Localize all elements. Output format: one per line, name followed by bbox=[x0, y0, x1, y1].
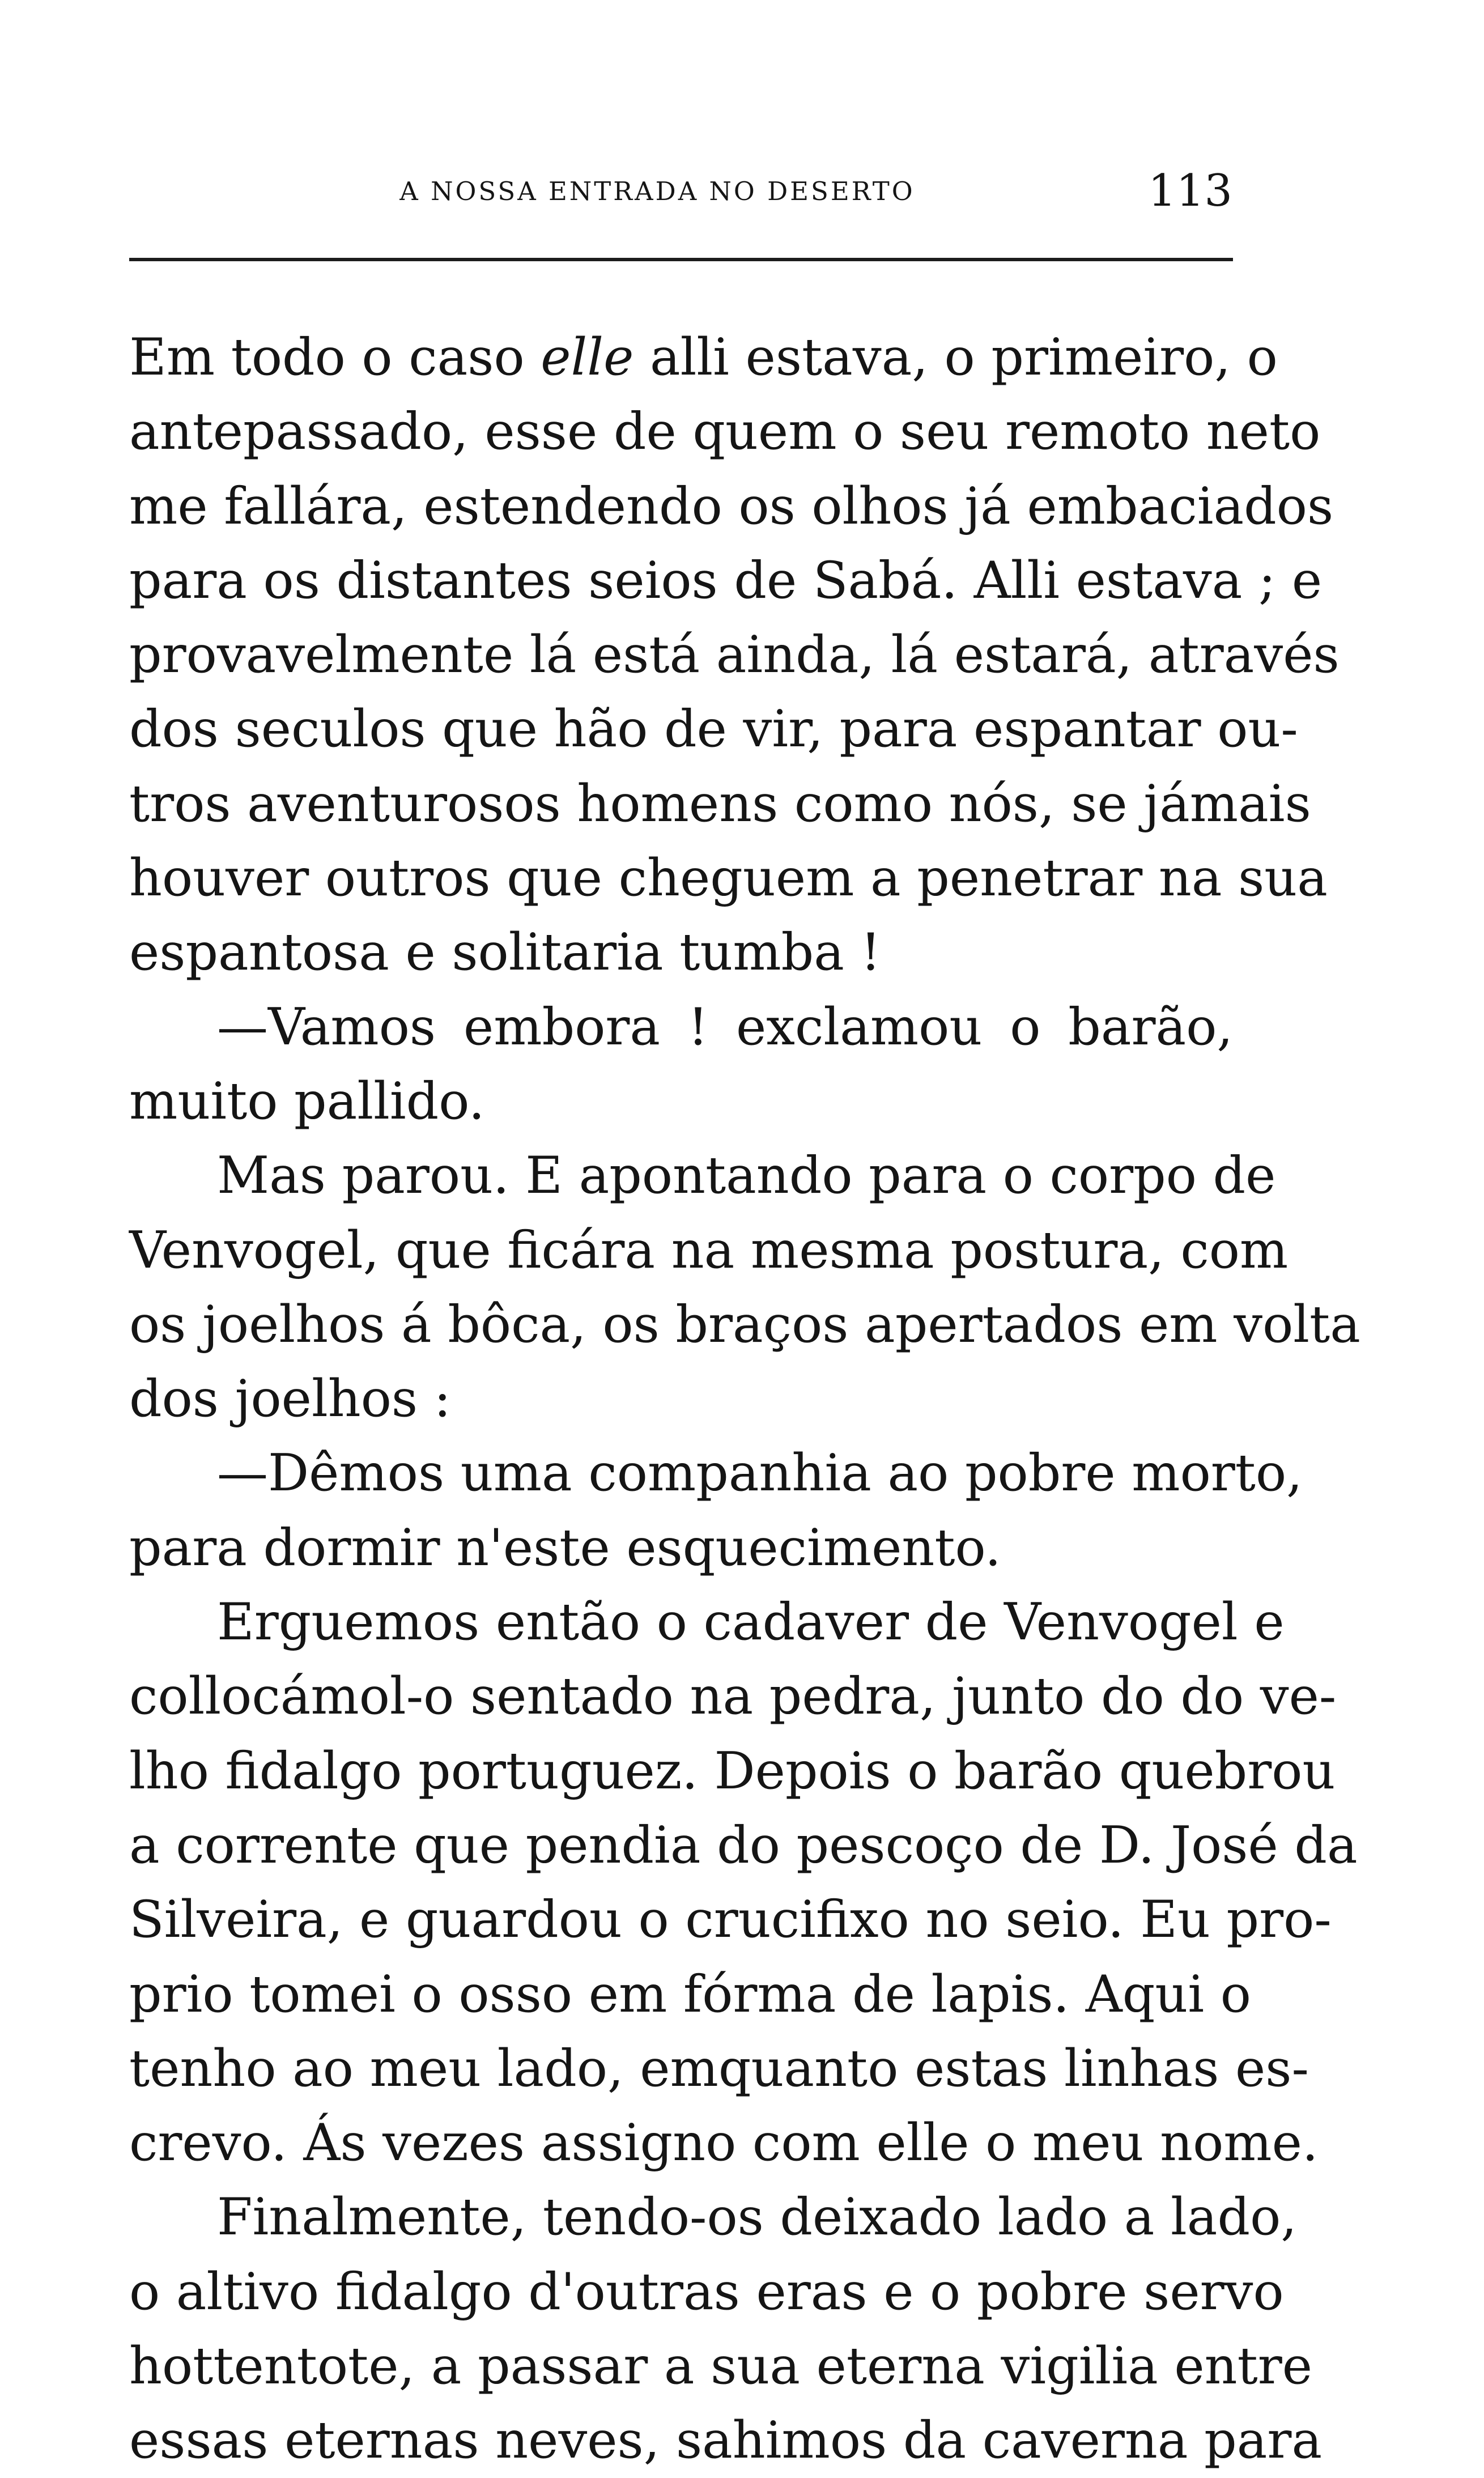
text-line: os joelhos á bôca, os braços apertados em volta bbox=[129, 1294, 1360, 1354]
text-line: Em todo o caso elle alli estava, o primeiro, o bbox=[129, 328, 1278, 387]
text-line: provavelmente lá está ainda, lá estará, através bbox=[129, 625, 1340, 685]
text-line: o altivo fidalgo d'outras eras e o pobre servo bbox=[129, 2262, 1284, 2322]
text-line: tros aventurosos homens como nós, se jámais bbox=[129, 773, 1311, 834]
text-line: para os distantes seios de Sabá. Alli estava ; e bbox=[129, 550, 1323, 610]
text-line: dos seculos que hão de vir, para espantar ou- bbox=[129, 699, 1298, 759]
body-text bbox=[129, 320, 1360, 2478]
text-line: a corrente que pendia do pescoço de D. José da bbox=[129, 1815, 1358, 1875]
text-line: houver outros que cheguem a penetrar na sua bbox=[129, 848, 1328, 908]
page-number: 113 bbox=[1148, 165, 1232, 216]
text-line: collocámol-o sentado na pedra, junto do do ve- bbox=[129, 1667, 1337, 1727]
text-line: muito pallido. bbox=[129, 1071, 485, 1131]
text-line: crevo. Ás vezes assigno com elle o meu nome. bbox=[129, 2113, 1319, 2173]
running-title: A NOSSA ENTRADA NO DESERTO bbox=[399, 176, 915, 206]
text-line: Silveira, e guardou o crucifixo no seio. Eu pro- bbox=[129, 1890, 1332, 1950]
text-line: lho fidalgo portuguez. Depois o barão quebrou bbox=[129, 1741, 1336, 1801]
text-line: tenho ao meu lado, emquanto estas linhas es- bbox=[129, 2038, 1309, 2098]
text-line: Finalmente, tendo-os deixado lado a lado, bbox=[217, 2187, 1297, 2247]
text-line: essas eternas neves, sahimos da caverna para bbox=[129, 2411, 1323, 2471]
header-rule bbox=[129, 258, 1233, 261]
text-line: Mas parou. E apontando para o corpo de bbox=[217, 1146, 1276, 1206]
text-line: —Dêmos uma companhia ao pobre morto, bbox=[217, 1443, 1303, 1503]
text-line: Venvogel, que ficára na mesma postura, com bbox=[129, 1220, 1289, 1280]
text-line: Erguemos então o cadaver de Venvogel e bbox=[217, 1592, 1285, 1652]
text-line: para dormir n'este esquecimento. bbox=[129, 1518, 1001, 1578]
text-line: —Vamos embora ! exclamou o barão, bbox=[217, 997, 1233, 1057]
text-line: me fallára, estendendo os olhos já embaciados bbox=[129, 476, 1334, 536]
text-line: espantosa e solitaria tumba ! bbox=[129, 923, 881, 983]
text-line: antepassado, esse de quem o seu remoto neto bbox=[129, 402, 1321, 462]
text-line: hottentote, a passar a sua eterna vigilia entre bbox=[129, 2336, 1313, 2396]
text-line: prio tomei o osso em fórma de lapis. Aqui o bbox=[129, 1964, 1251, 2024]
text-line: dos joelhos : bbox=[129, 1369, 451, 1429]
italic-word: elle bbox=[541, 328, 634, 387]
